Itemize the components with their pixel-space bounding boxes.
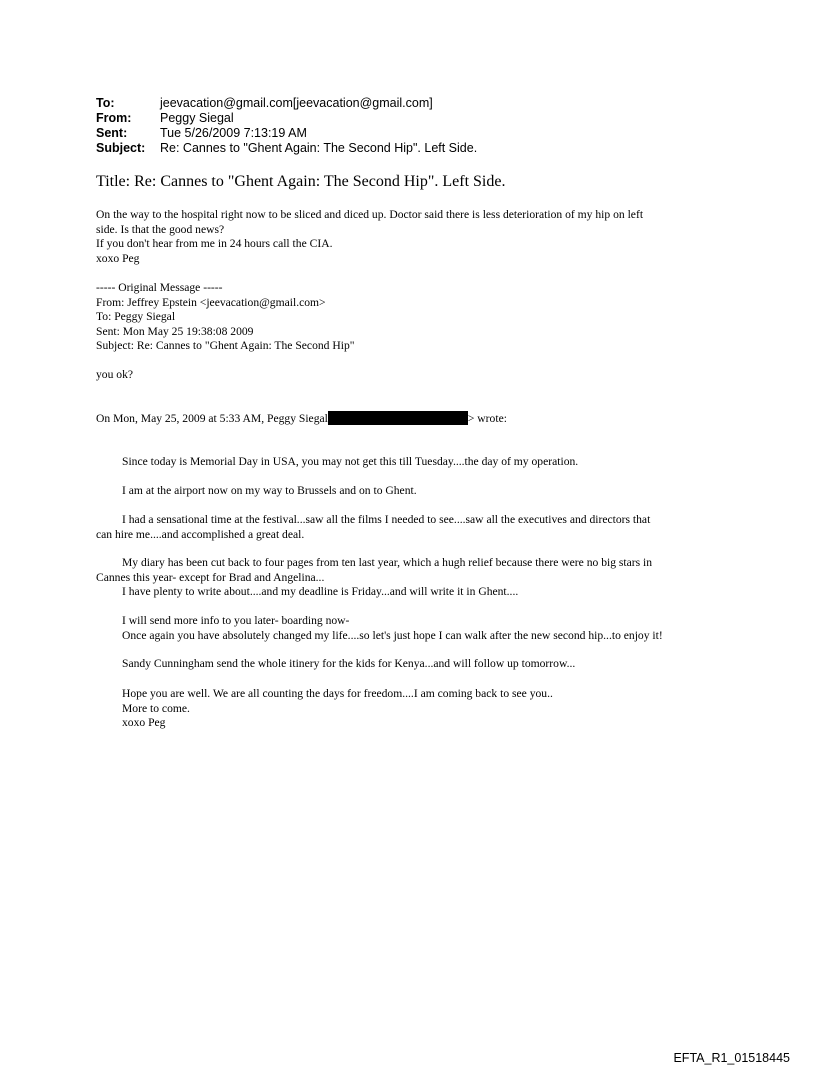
quote-paragraph: Sandy Cunningham send the whole itinery for the kids for Kenya...and will follow up tomorrow... (122, 657, 576, 670)
to-value: jeevacation@gmail.com[jeevacation@gmail.com] (160, 96, 433, 110)
original-separator: ----- Original Message ----- (96, 281, 223, 294)
to-row (96, 96, 477, 111)
reply-signature: xoxo Peg (96, 251, 140, 265)
quote-signature: xoxo Peg (122, 716, 166, 729)
quote-paragraph (96, 614, 736, 643)
to-label: To: (96, 96, 115, 110)
redaction-bar (328, 411, 468, 425)
quote-paragraph (96, 556, 736, 600)
original-to: To: Peggy Siegal (96, 310, 176, 323)
email-title: Title: Re: Cannes to "Ghent Again: The Second Hip". Left Side. (96, 173, 506, 190)
subject-label: Subject: (96, 141, 146, 155)
quote-line: More to come. (122, 701, 190, 715)
sent-label: Sent: (96, 126, 128, 140)
quote-line: I will send more info to you later- boarding now- (122, 614, 350, 627)
email-header (96, 96, 477, 156)
quote-paragraph: Since today is Memorial Day in USA, you may not get this till Tuesday....the day of my operation. (122, 455, 579, 468)
subject-value: Re: Cannes to "Ghent Again: The Second Hip". Left Side. (160, 141, 478, 155)
quote-line: Hope you are well. We are all counting the days for freedom....I am coming back to see you.. (122, 687, 553, 700)
from-row (96, 111, 477, 126)
document-id: EFTA_R1_01518445 (673, 1051, 790, 1065)
original-from: From: Jeffrey Epstein <jeevacation@gmail.com> (96, 295, 326, 309)
quote-line: Once again you have absolutely changed my life....so let's just hope I can walk after the new second hip...to enjoy it! (122, 628, 663, 642)
reply-line: On the way to the hospital right now to be sliced and diced up. Doctor said there is less deterioration of my hip on left (96, 208, 644, 221)
reply-body (96, 208, 736, 266)
quote-paragraph (96, 687, 736, 731)
from-value: Peggy Siegal (160, 111, 234, 125)
quote-line: can hire me....and accomplished a great deal. (96, 527, 305, 541)
quote-intro-suffix: > wrote: (467, 412, 507, 425)
original-message-header (96, 281, 736, 354)
quote-line: Cannes this year- except for Brad and Angelina... (96, 570, 325, 584)
reply-line: If you don't hear from me in 24 hours call the CIA. (96, 237, 333, 250)
quote-line: I had a sensational time at the festival...saw all the films I needed to see....saw all the executives and directors that (122, 513, 651, 526)
subject-row (96, 141, 477, 156)
quote-line: I have plenty to write about....and my deadline is Friday...and will write it in Ghent.... (122, 585, 519, 598)
original-body: you ok? (96, 368, 134, 381)
quote-paragraph: I am at the airport now on my way to Brussels and on to Ghent. (122, 484, 417, 497)
quote-intro (96, 411, 736, 427)
quote-line: My diary has been cut back to four pages from ten last year, which a hugh relief because there were no big stars in (122, 556, 653, 569)
sent-row (96, 126, 477, 141)
quote-paragraph (96, 513, 736, 542)
quote-intro-prefix: On Mon, May 25, 2009 at 5:33 AM, Peggy Siegal (96, 412, 328, 425)
reply-line: side. Is that the good news? (96, 222, 225, 236)
original-subject: Subject: Re: Cannes to "Ghent Again: The Second Hip" (96, 339, 355, 352)
original-sent: Sent: Mon May 25 19:38:08 2009 (96, 324, 254, 338)
from-label: From: (96, 111, 132, 125)
sent-value: Tue 5/26/2009 7:13:19 AM (160, 126, 307, 140)
